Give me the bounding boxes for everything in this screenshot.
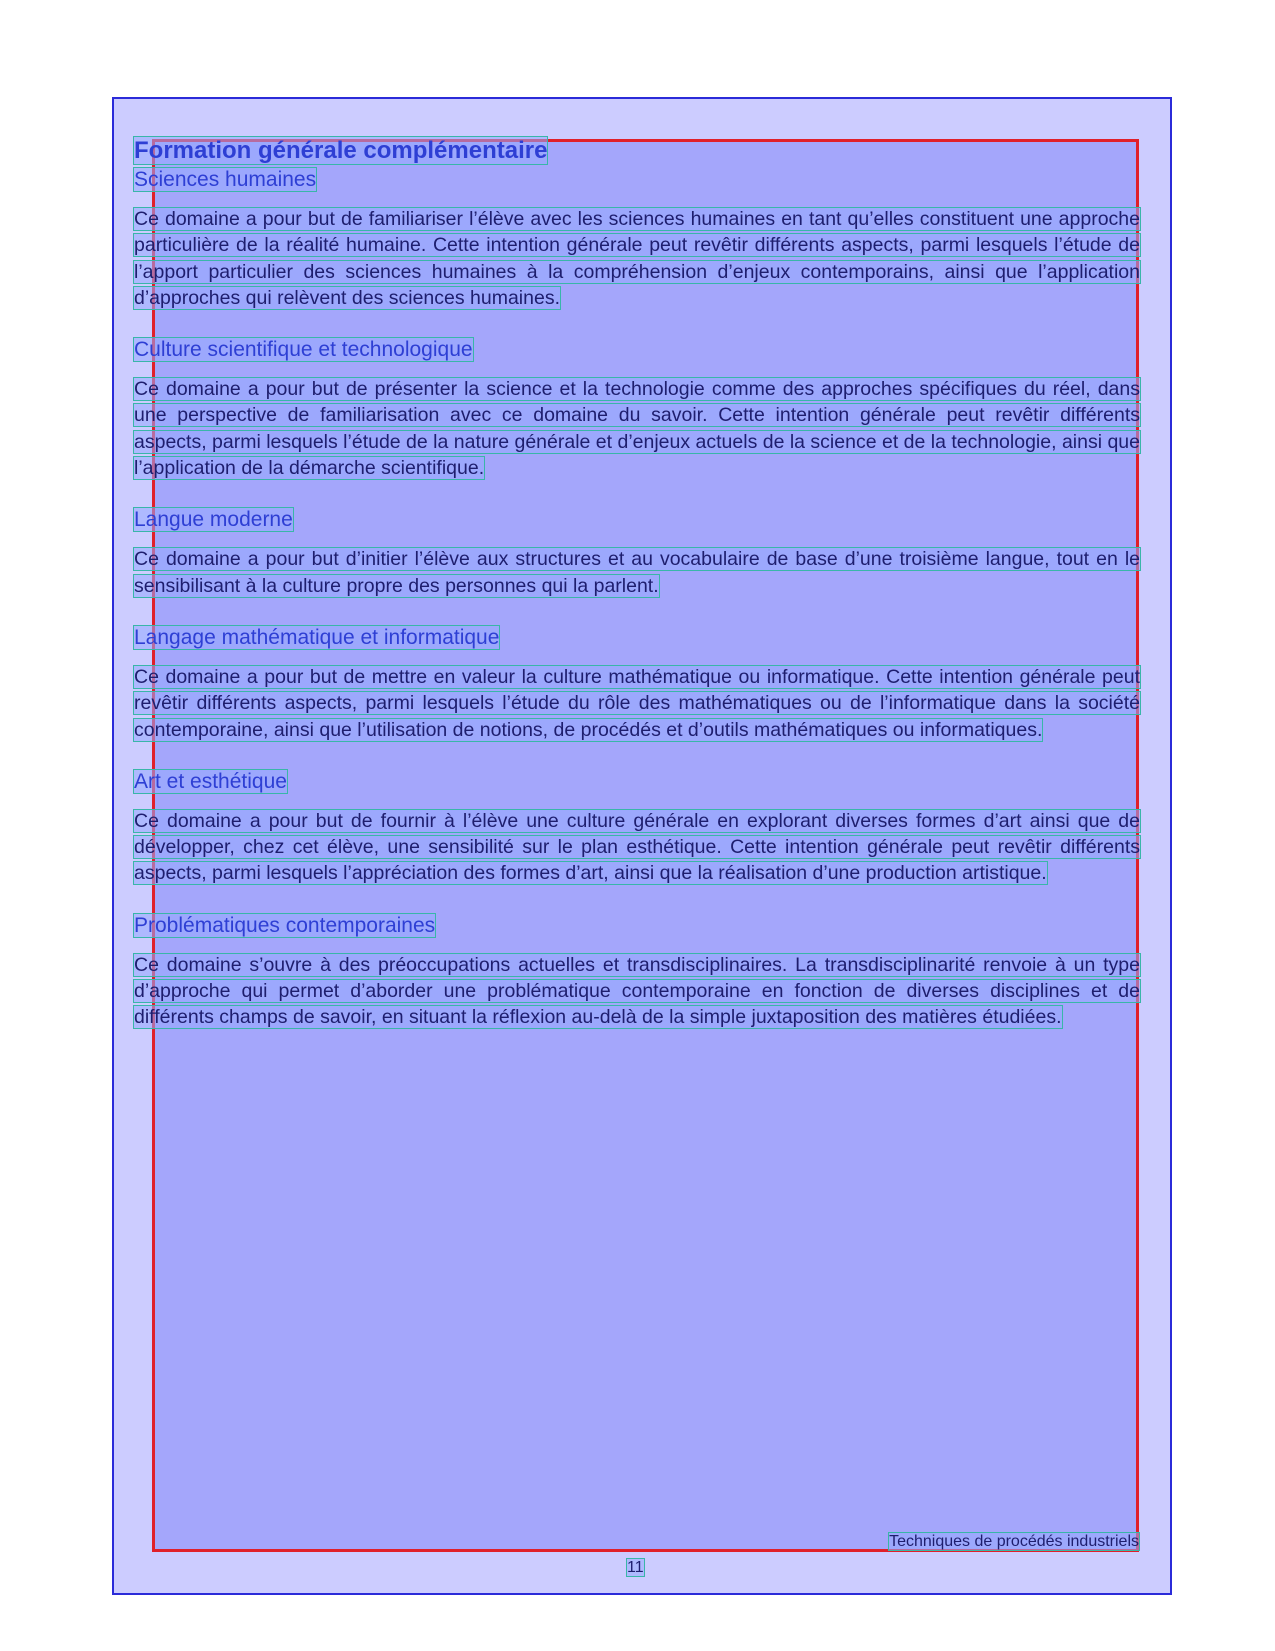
section-paragraph bbox=[134, 376, 1140, 481]
section-paragraph bbox=[134, 546, 1140, 599]
section-heading-text: Culture scientifique et technologique bbox=[134, 338, 473, 362]
section-langue-moderne bbox=[134, 506, 1140, 599]
section-paragraph bbox=[134, 952, 1140, 1031]
section-heading bbox=[134, 166, 1140, 194]
footer-program-text: Techniques de procédés industriels bbox=[889, 1533, 1139, 1550]
section-culture-scientifique bbox=[134, 336, 1140, 481]
section-heading bbox=[134, 912, 1140, 940]
document-title-text: Formation générale complémentaire bbox=[134, 137, 548, 164]
section-langage-mathematique bbox=[134, 624, 1140, 743]
page-number-text: 11 bbox=[627, 1559, 644, 1576]
section-paragraph-text: Ce domaine s’ouvre à des préoccupations actuelles et transdisciplinaires. La transdisciplinarité renvoie à un type d’approche qui permet d’aborder une problématique contemporaine en fonction de diverses disciplines et de différents champs de savoir, en situant la réflexion au-delà de la simple juxtaposition des matières étudiées. bbox=[134, 953, 1140, 1029]
section-paragraph-text: Ce domaine a pour but de mettre en valeur la culture mathématique ou informatique. Cette intention générale peut revêtir différents aspects, parmi lesquels l’étude du rôle des mathématiques ou de l’informatique dans la société contemporaine, ainsi que l’utilisation de notions, de procédés et d’outils mathématiques ou informatiques. bbox=[134, 665, 1140, 741]
section-paragraph-text: Ce domaine a pour but de familiariser l’élève avec les sciences humaines en tant qu’elles constituent une approche particulière de la réalité humaine. Cette intention générale peut revêtir différents aspects, parmi lesquels l’étude de l’apport particulier des sciences humaines à la compréhension d’enjeux contemporains, ainsi que l’application d’approches qui relèvent des sciences humaines. bbox=[134, 208, 1140, 309]
section-paragraph-text: Ce domaine a pour but de fournir à l’élève une culture générale en explorant diverses formes d’art ainsi que de développer, chez cet élève, une sensibilité sur le plan esthétique. Cette intention générale peut revêtir différents aspects, parmi lesquels l’appréciation des formes d’art, ainsi que la réalisation d’une production artistique. bbox=[134, 809, 1140, 885]
document-title bbox=[134, 136, 1140, 166]
section-paragraph-text: Ce domaine a pour but de présenter la science et la technologie comme des approches spécifiques du réel, dans une perspective de familiarisation avec ce domaine du savoir. Cette intention générale peut revêtir différents aspects, parmi lesquels l’étude de la nature générale et d’enjeux actuels de la science et de la technologie, ainsi que l’application de la démarche scientifique. bbox=[134, 378, 1140, 480]
section-heading-text: Problématiques contemporaines bbox=[134, 913, 436, 937]
section-problematiques-contemporaines bbox=[134, 912, 1140, 1031]
section-art-esthetique bbox=[134, 768, 1140, 887]
section-heading-text: Langue moderne bbox=[134, 508, 293, 532]
section-paragraph-text: Ce domaine a pour but d’initier l’élève aux structures et au vocabulaire de base d’une troisième langue, tout en le sensibilisant à la culture propre des personnes qui la parlent. bbox=[134, 548, 1140, 597]
section-heading-text: Langage mathématique et informatique bbox=[134, 625, 500, 649]
section-paragraph bbox=[134, 664, 1140, 743]
section-heading bbox=[134, 768, 1140, 796]
footer-program-label bbox=[889, 1533, 1139, 1551]
section-paragraph bbox=[134, 206, 1140, 311]
section-heading bbox=[134, 506, 1140, 534]
section-paragraph bbox=[134, 808, 1140, 887]
section-heading-text: Art et esthétique bbox=[134, 769, 287, 793]
section-sciences-humaines bbox=[134, 166, 1140, 311]
document-content bbox=[134, 136, 1140, 1056]
section-heading-text: Sciences humaines bbox=[134, 168, 317, 191]
section-heading bbox=[134, 624, 1140, 652]
section-heading bbox=[134, 336, 1140, 364]
page-number bbox=[627, 1559, 644, 1577]
